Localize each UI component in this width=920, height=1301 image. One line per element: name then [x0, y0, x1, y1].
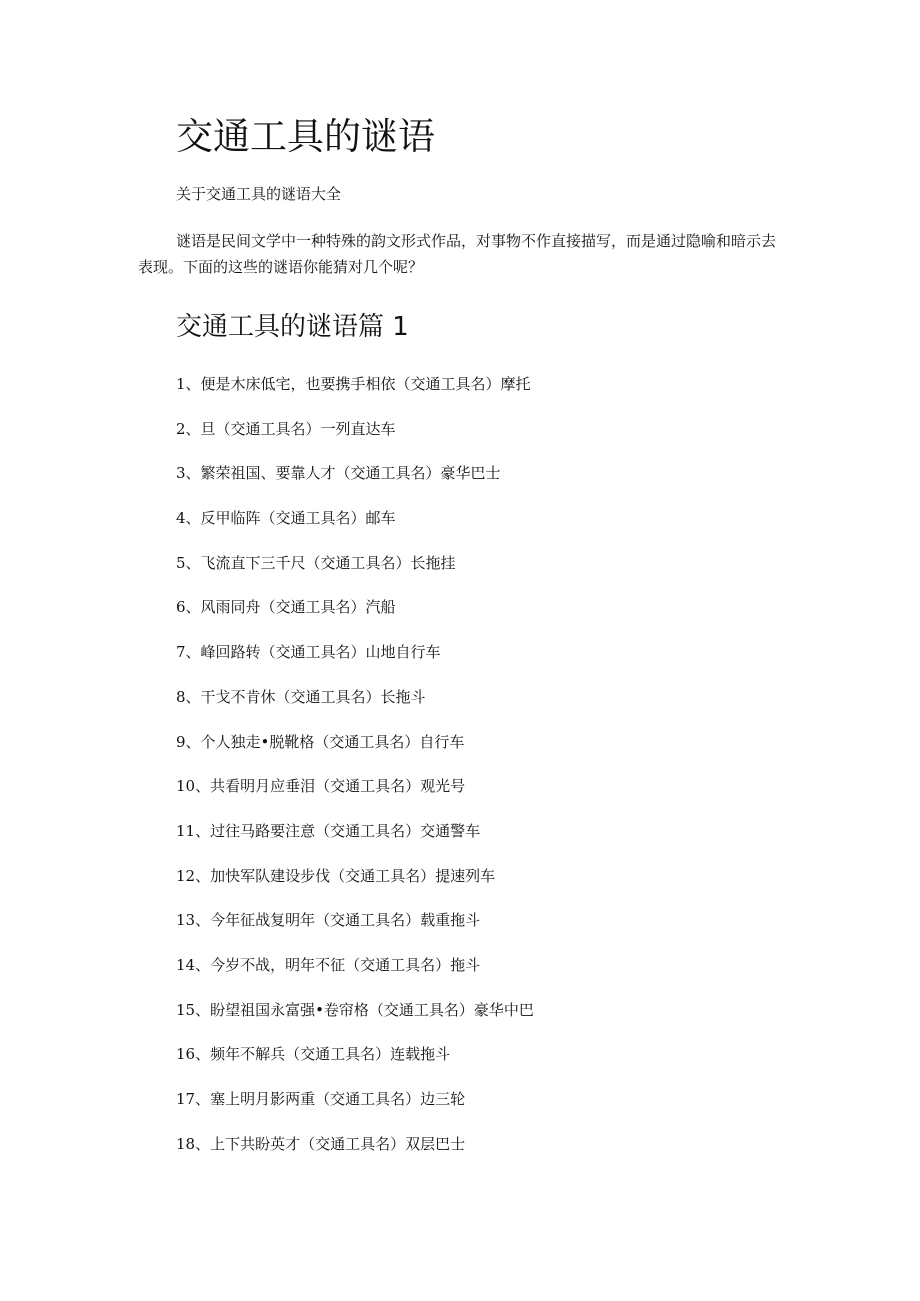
riddle-item: 9、个人独走•脱靴格（交通工具名）自行车	[176, 732, 465, 751]
riddle-item: 1、便是木床低宅，也要携手相依（交通工具名）摩托	[176, 375, 531, 393]
riddle-item: 15、盼望祖国永富强•卷帘格（交通工具名）豪华中巴	[176, 1000, 534, 1019]
riddle-item: 17、塞上明月影两重（交通工具名）边三轮	[176, 1090, 466, 1108]
riddle-item: 6、风雨同舟（交通工具名）汽船	[176, 598, 396, 617]
riddle-item: 14、今岁不战，明年不征（交通工具名）拖斗	[176, 955, 481, 974]
intro-paragraph: 谜语是民间文学中一种特殊的韵文形式作品，对事物不作直接描写，而是通过隐喻和暗示去表现。下面的这些的谜语你能猜对几个呢？	[138, 232, 777, 276]
riddle-item: 18、上下共盼英才（交通工具名）双层巴士	[176, 1134, 466, 1153]
riddle-item: 8、干戈不肯休（交通工具名）长拖斗	[176, 687, 426, 706]
riddle-item: 16、频年不解兵（交通工具名）连载拖斗	[176, 1045, 451, 1064]
riddle-item: 11、过往马路要注意（交通工具名）交通警车	[176, 821, 481, 840]
riddle-item: 12、加快军队建设步伐（交通工具名）提速列车	[176, 866, 496, 885]
riddle-item: 7、峰回路转（交通工具名）山地自行车	[176, 643, 441, 662]
riddle-item: 13、今年征战复明年（交通工具名）载重拖斗	[176, 911, 481, 930]
riddle-item: 4、反甲临阵（交通工具名）邮车	[176, 509, 396, 528]
riddle-item: 10、共看明月应垂泪（交通工具名）观光号	[176, 777, 466, 796]
document-subtitle: 关于交通工具的谜语大全	[176, 185, 342, 203]
document-title: 交通工具的谜语	[176, 115, 435, 158]
section-heading: 交通工具的谜语篇 1	[176, 312, 409, 342]
riddle-item: 2、旦（交通工具名）一列直达车	[176, 419, 396, 438]
riddle-item: 3、繁荣祖国、要靠人才（交通工具名）豪华巴士	[176, 464, 501, 483]
riddle-list	[176, 371, 534, 1175]
riddle-item: 5、飞流直下三千尺（交通工具名）长拖挂	[176, 553, 456, 572]
